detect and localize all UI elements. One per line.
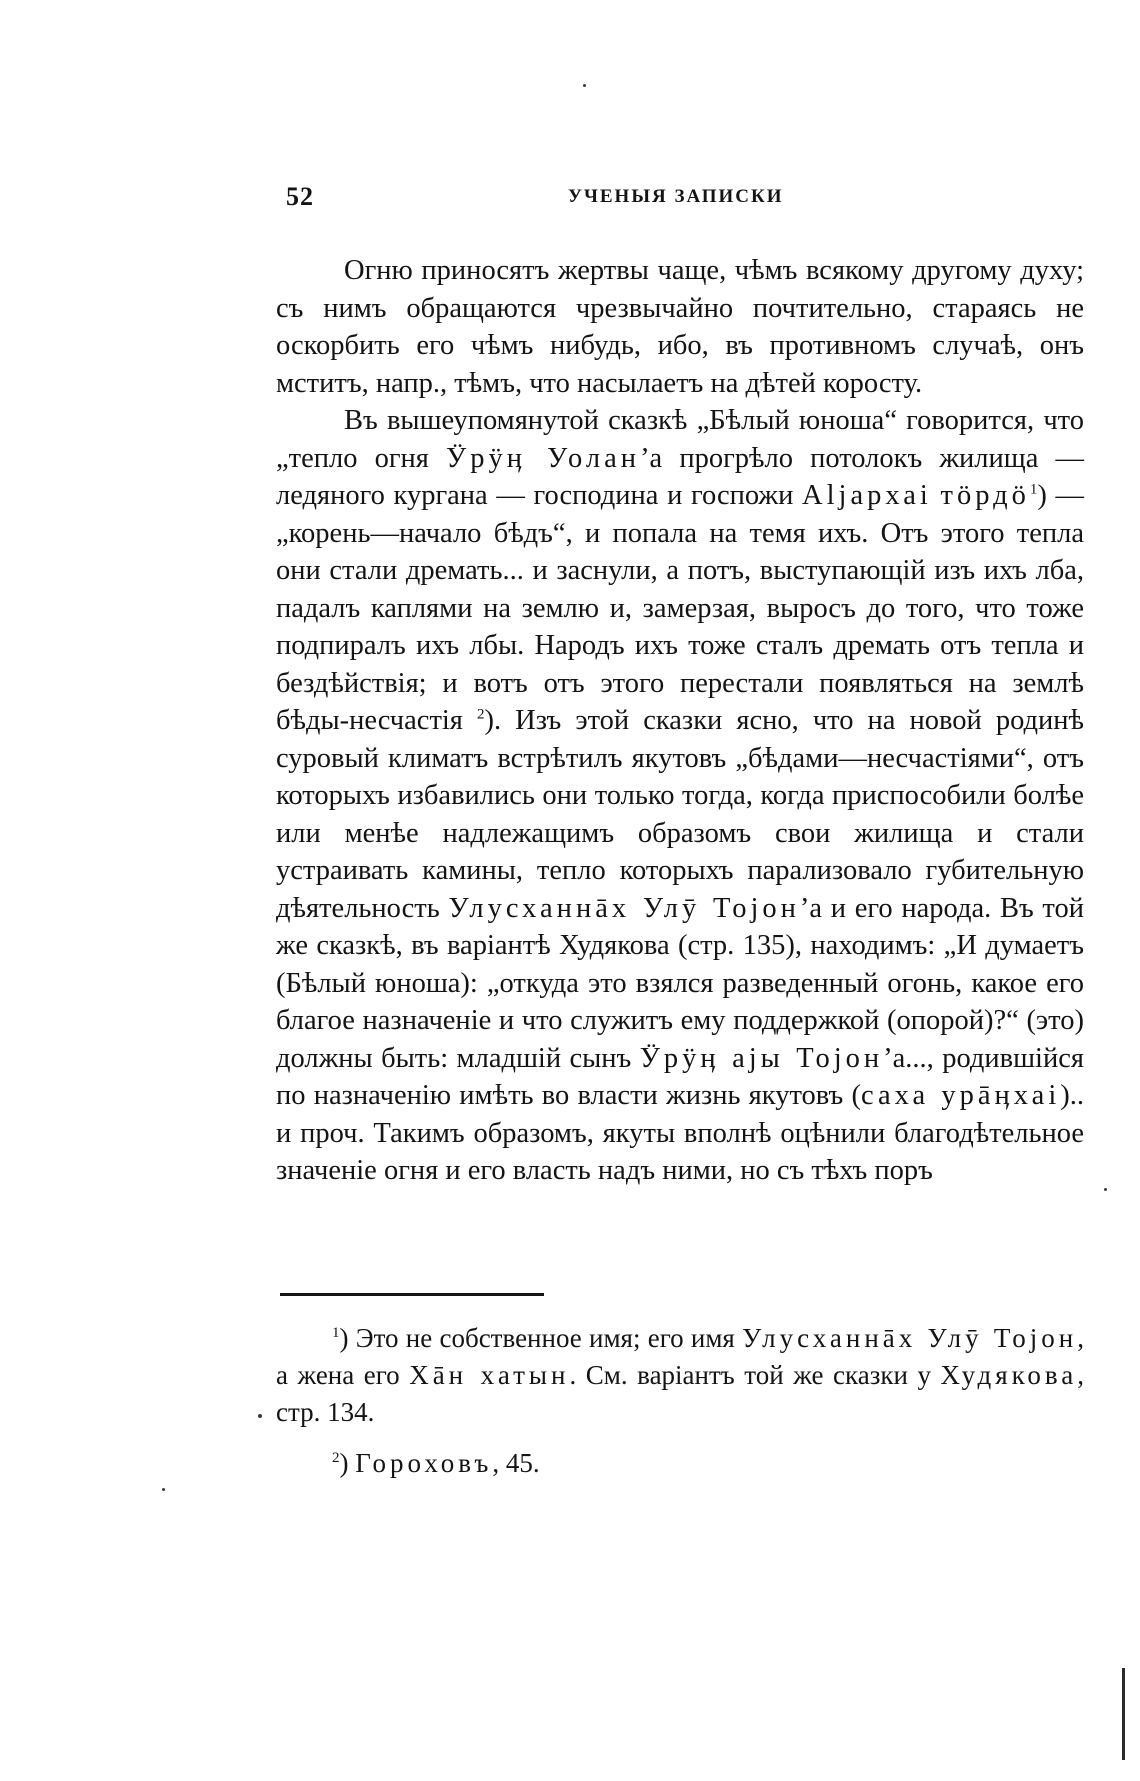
spaced-name: Худякова [940, 1360, 1078, 1390]
body-text [276, 252, 1084, 1190]
text-run: ’а и его народа. Въ той же сказкѣ, въ варіантѣ Худякова (стр. 135), находимъ: „И думаетъ (Бѣлый юноша): „откуда это взялся разведенный огонь, какое его благое назначеніе и что служитъ ему поддержкой (опорой)?“ (это) должны быть: младшій сынъ [276, 892, 1084, 1074]
footnote-2 [276, 1445, 1084, 1482]
running-head [286, 182, 842, 222]
text-run: ) Это не собственное имя; его имя [339, 1323, 743, 1353]
footnote-1 [276, 1320, 1084, 1431]
spaced-name: Ӱрӱӊ ајы Тојон [639, 1042, 884, 1074]
text-run: , а жена его [276, 1323, 1085, 1390]
text-run: ).. и проч. Такимъ образомъ, якуты вполнѣ оцѣнили благодѣтельное значеніе огня и его власть надъ ними, но съ тѣхъ поръ [276, 1080, 1085, 1186]
spaced-name: саха урāӊхаі [861, 1080, 1061, 1111]
footnotes [276, 1320, 1084, 1496]
page-number: 52 [286, 182, 314, 211]
paragraph-tale-white-youth [276, 402, 1084, 1190]
running-title: УЧЕНЫЯ ЗАПИСКИ [568, 186, 784, 207]
text-run: ). Изъ этой сказки ясно, что на новой родинѣ суровый климатъ встрѣтилъ якутовъ „бѣдами—несчастіями“, отъ которыхъ избавились они только тогда, когда приспособили болѣе или менѣе надлежащимъ образомъ свои жилища и стали устраивать камины, тепло которыхъ парализовало губительную дѣятельность [276, 705, 1085, 924]
spaced-name: Хāн хатын [409, 1360, 570, 1390]
text-run: , стр. 134. [276, 1360, 1084, 1427]
spaced-name: Гороховъ [355, 1448, 493, 1478]
text-run: Въ вышеупомянутой сказкѣ „Бѣлый юноша“ говорится, что „тепло огня [276, 405, 1084, 474]
spaced-name: Улусханнāх Улӯ Тојон [742, 1323, 1078, 1353]
text-run: . См. варіантъ той же сказки у [569, 1360, 941, 1390]
footnote-marker-1: 1 [332, 1325, 340, 1341]
scan-speck [162, 1488, 165, 1491]
spaced-name: Аljархаі [802, 480, 932, 511]
spaced-name: Ӱрӱӊ Уолан [446, 442, 641, 474]
scan-speck [1104, 1188, 1107, 1191]
footnote-separator [280, 1293, 544, 1296]
text-run: ) [339, 1448, 356, 1478]
scan-speck [583, 84, 586, 87]
text-run: , 45. [492, 1448, 540, 1478]
footnote-marker-2: 2 [332, 1450, 340, 1466]
footnote-ref-2: 2 [477, 706, 485, 723]
text-run: ) — „корень—начало бѣдъ“, и попала на темя ихъ. Отъ этого тепла они стали дремать... и заснули, а потъ, выступающій изъ ихъ лба, падалъ каплями на землю и, замерзая, выросъ до того, что тоже подпиралъ ихъ лбы. Народъ ихъ тоже сталъ дремать отъ тепла и бездѣйствія; и вотъ отъ этого перестали появляться на землѣ бѣды-несчастія [276, 480, 1084, 736]
text-run: ’а..., родившійся по назначенію имѣть во власти жизнь якутовъ ( [276, 1042, 1084, 1111]
spaced-name: тӧрдӧ [940, 480, 1030, 511]
scan-speck [258, 1414, 262, 1418]
scan-edge-mark [1122, 1668, 1125, 1760]
spaced-name: Улусханнāх Улӯ Тојон [448, 892, 800, 924]
footnote-ref-1: 1 [1029, 481, 1038, 498]
paragraph-fire-offerings: Огню приносятъ жертвы чаще, чѣмъ всякому другому духу; съ нимъ обращаются чрезвычайно почтительно, стараясь не оскорбить его чѣмъ нибудь, ибо, въ противномъ случаѣ, онъ мститъ, напр., тѣмъ, что насылаетъ на дѣтей коросту. [276, 255, 1084, 399]
text-run: ’а прогрѣло потолокъ жилища — ледяного кургана — господина и госпожи [276, 442, 1084, 511]
